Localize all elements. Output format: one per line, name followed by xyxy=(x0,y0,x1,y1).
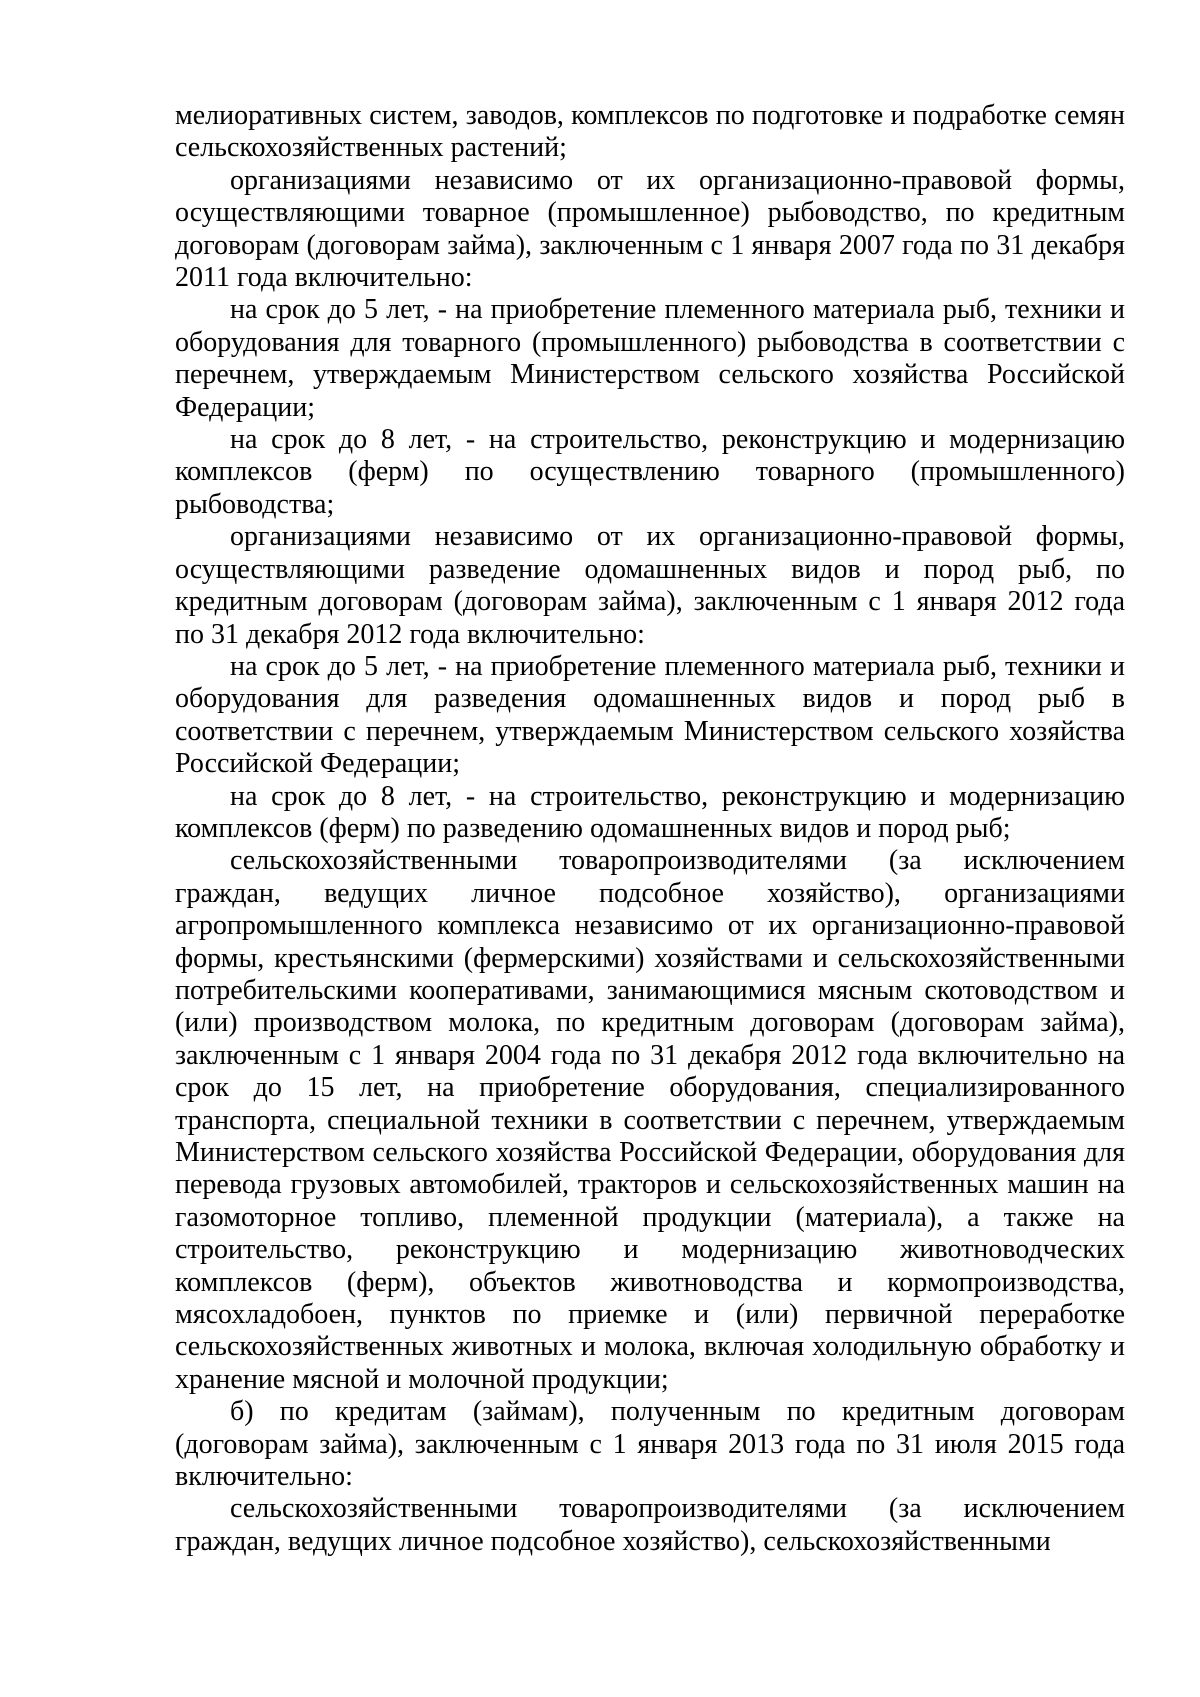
paragraph-2: организациями независимо от их организационно-правовой формы, осуществляющими товарное (промышленное) рыбоводство, по кредитным договорам (договорам займа), заключенным с 1 января 2007 года по 31 декабря 2011 года включительно: xyxy=(175,164,1125,294)
paragraph-9: б) по кредитам (займам), полученным по кредитным договорам (договорам займа), заключенным с 1 января 2013 года по 31 июля 2015 года включительно: xyxy=(175,1396,1125,1493)
paragraph-3: на срок до 5 лет, - на приобретение племенного материала рыб, техники и оборудования для товарного (промышленного) рыбоводства в соответствии с перечнем, утверждаемым Министерством сельского хозяйства Российской Федерации; xyxy=(175,294,1125,423)
document-page xyxy=(175,100,1125,1558)
paragraph-1: мелиоративных систем, заводов, комплексов по подготовке и подработке семян сельскохозяйственных растений; xyxy=(175,100,1125,164)
paragraph-6: на срок до 5 лет, - на приобретение племенного материала рыб, техники и оборудования для разведения одомашненных видов и пород рыб в соответствии с перечнем, утверждаемым Министерством сельского хозяйства Российской Федерации; xyxy=(175,650,1125,780)
paragraph-5: организациями независимо от их организационно-правовой формы, осуществляющими разведение одомашненных видов и пород рыб, по кредитным договорам (договорам займа), заключенным с 1 января 2012 года по 31 декабря 2012 года включительно: xyxy=(175,521,1125,650)
paragraph-7: на срок до 8 лет, - на строительство, реконструкцию и модернизацию комплексов (ферм) по разведению одомашненных видов и пород рыб; xyxy=(175,780,1125,844)
paragraph-8: сельскохозяйственными товаропроизводителями (за исключением граждан, ведущих личное подсобное хозяйство), организациями агропромышленного комплекса независимо от их организационно-правовой формы, крестьянскими (фермерскими) хозяйствами и сельскохозяйственными потребительскими кооперативами, занимающимися мясным скотоводством и (или) производством молока, по кредитным договорам (договорам займа), заключенным с 1 января 2004 года по 31 декабря 2012 года включительно на срок до 15 лет, на приобретение оборудования, специализированного транспорта, специальной техники в соответствии с перечнем, утверждаемым Министерством сельского хозяйства Российской Федерации, оборудования для перевода грузовых автомобилей, тракторов и сельскохозяйственных машин на газомоторное топливо, племенной продукции (материала), а также на строительство, реконструкцию и модернизацию животноводческих комплексов (ферм), объектов животноводства и кормопроизводства, мясохладобоен, пунктов по приемке и (или) первичной переработке сельскохозяйственных животных и молока, включая холодильную обработку и хранение мясной и молочной продукции; xyxy=(175,845,1125,1395)
paragraph-4: на срок до 8 лет, - на строительство, реконструкцию и модернизацию комплексов (ферм) по осуществлению товарного (промышленного) рыбоводства; xyxy=(175,424,1125,520)
paragraph-10: сельскохозяйственными товаропроизводителями (за исключением граждан, ведущих личное подсобное хозяйство), сельскохозяйственными xyxy=(175,1493,1125,1557)
